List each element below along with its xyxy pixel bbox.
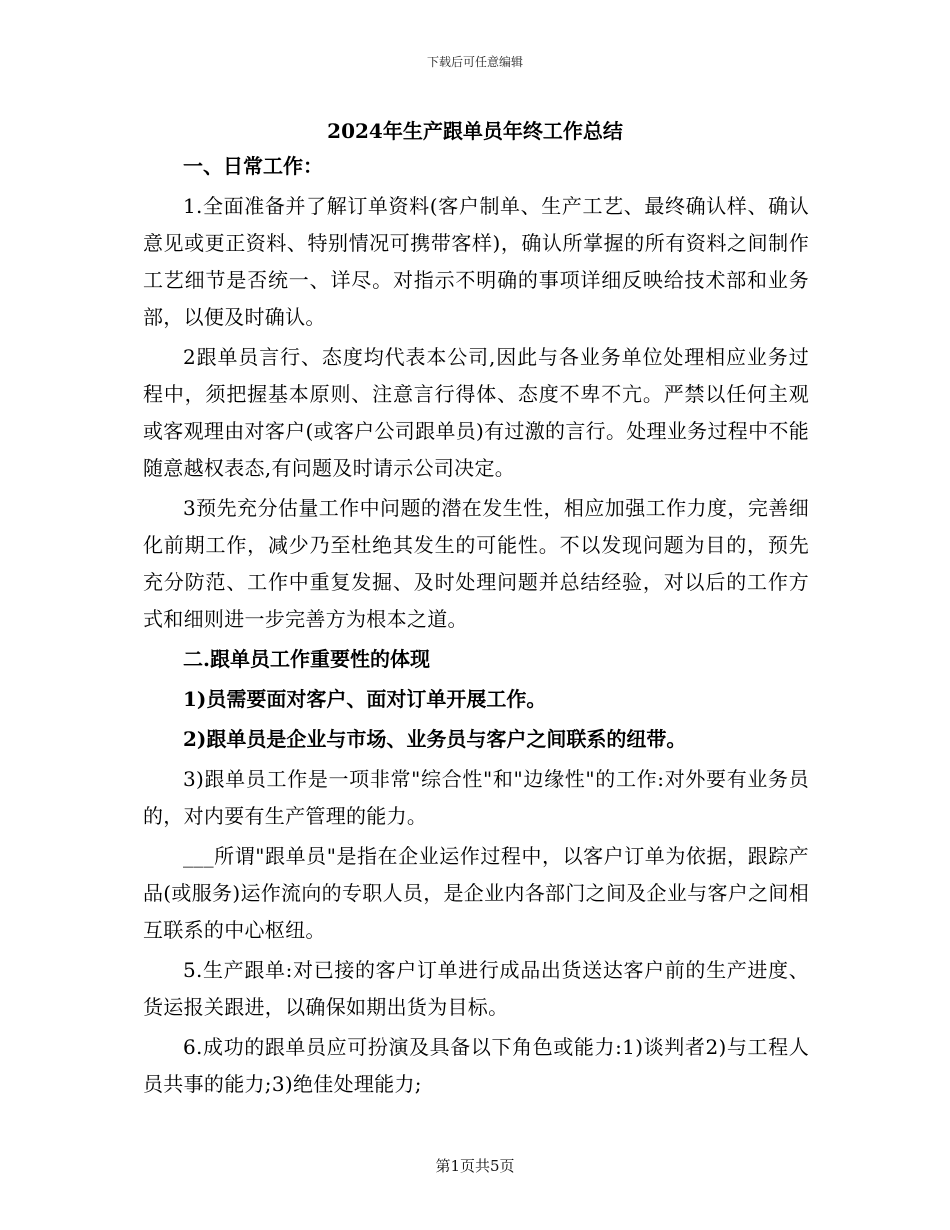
section-heading-importance: 二.跟单员工作重要性的体现 [183, 647, 430, 671]
paragraph-1: 1.全面准备并了解订单资料(客户制单、生产工艺、最终确认样、确认意见或更正资料、特别情况可携带客样)，确认所掌握的所有资料之间制作工艺细节是否统一、详尽。对指示不明确的事项详细反映给技术部和业务部，以便及时确认。 [143, 194, 809, 329]
document-title: 2024年生产跟单员年终工作总结 [327, 119, 623, 143]
paragraph-4: 3)跟单员工作是一项非常"综合性"和"边缘性"的工作:对外要有业务员的，对内要有生产管理的能力。 [143, 767, 809, 828]
paragraph-2: 2跟单员言行、态度均代表本公司,因此与各业务单位处理相应业务过程中，须把握基本原则、注意言行得体、态度不卑不亢。严禁以任何主观或客观理由对客户(或客户公司跟单员)有过激的言行。处理业务过程中不能随意越权表态,有问题及时请示公司决定。 [143, 345, 809, 480]
paragraph-3: 3预先充分估量工作中问题的潜在发生性，相应加强工作力度，完善细化前期工作，减少乃至杜绝其发生的可能性。不以发现问题为目的，预先充分防范、工作中重复发掘、及时处理问题并总结经验，对以后的工作方式和细则进一步完善方为根本之道。 [143, 496, 809, 631]
paragraph-6: 5.生产跟单:对已接的客户订单进行成品出货送达客户前的生产进度、货运报关跟进，以确保如期出货为目标。 [143, 958, 809, 1019]
bold-point-2: 2)跟单员是企业与市场、业务员与客户之间联系的纽带。 [183, 727, 687, 751]
page-footer: 第1页共5页 [435, 1157, 515, 1175]
section-heading-daily-work: 一、日常工作： [183, 154, 323, 178]
bold-point-1: 1)员需要面对客户、面对订单开展工作。 [183, 687, 547, 711]
paragraph-5: ___所谓"跟单员"是指在企业运作过程中，以客户订单为依据，跟踪产品(或服务)运作流向的专职人员，是企业内各部门之间及企业与客户之间相互联系的中心枢纽。 [143, 844, 809, 942]
paragraph-7: 6.成功的跟单员应可扮演及具备以下角色或能力:1)谈判者2)与工程人员共事的能力;3)绝佳处理能力; [143, 1035, 809, 1096]
header-note: 下载后可任意编辑 [426, 55, 523, 69]
document-body [143, 148, 809, 1106]
